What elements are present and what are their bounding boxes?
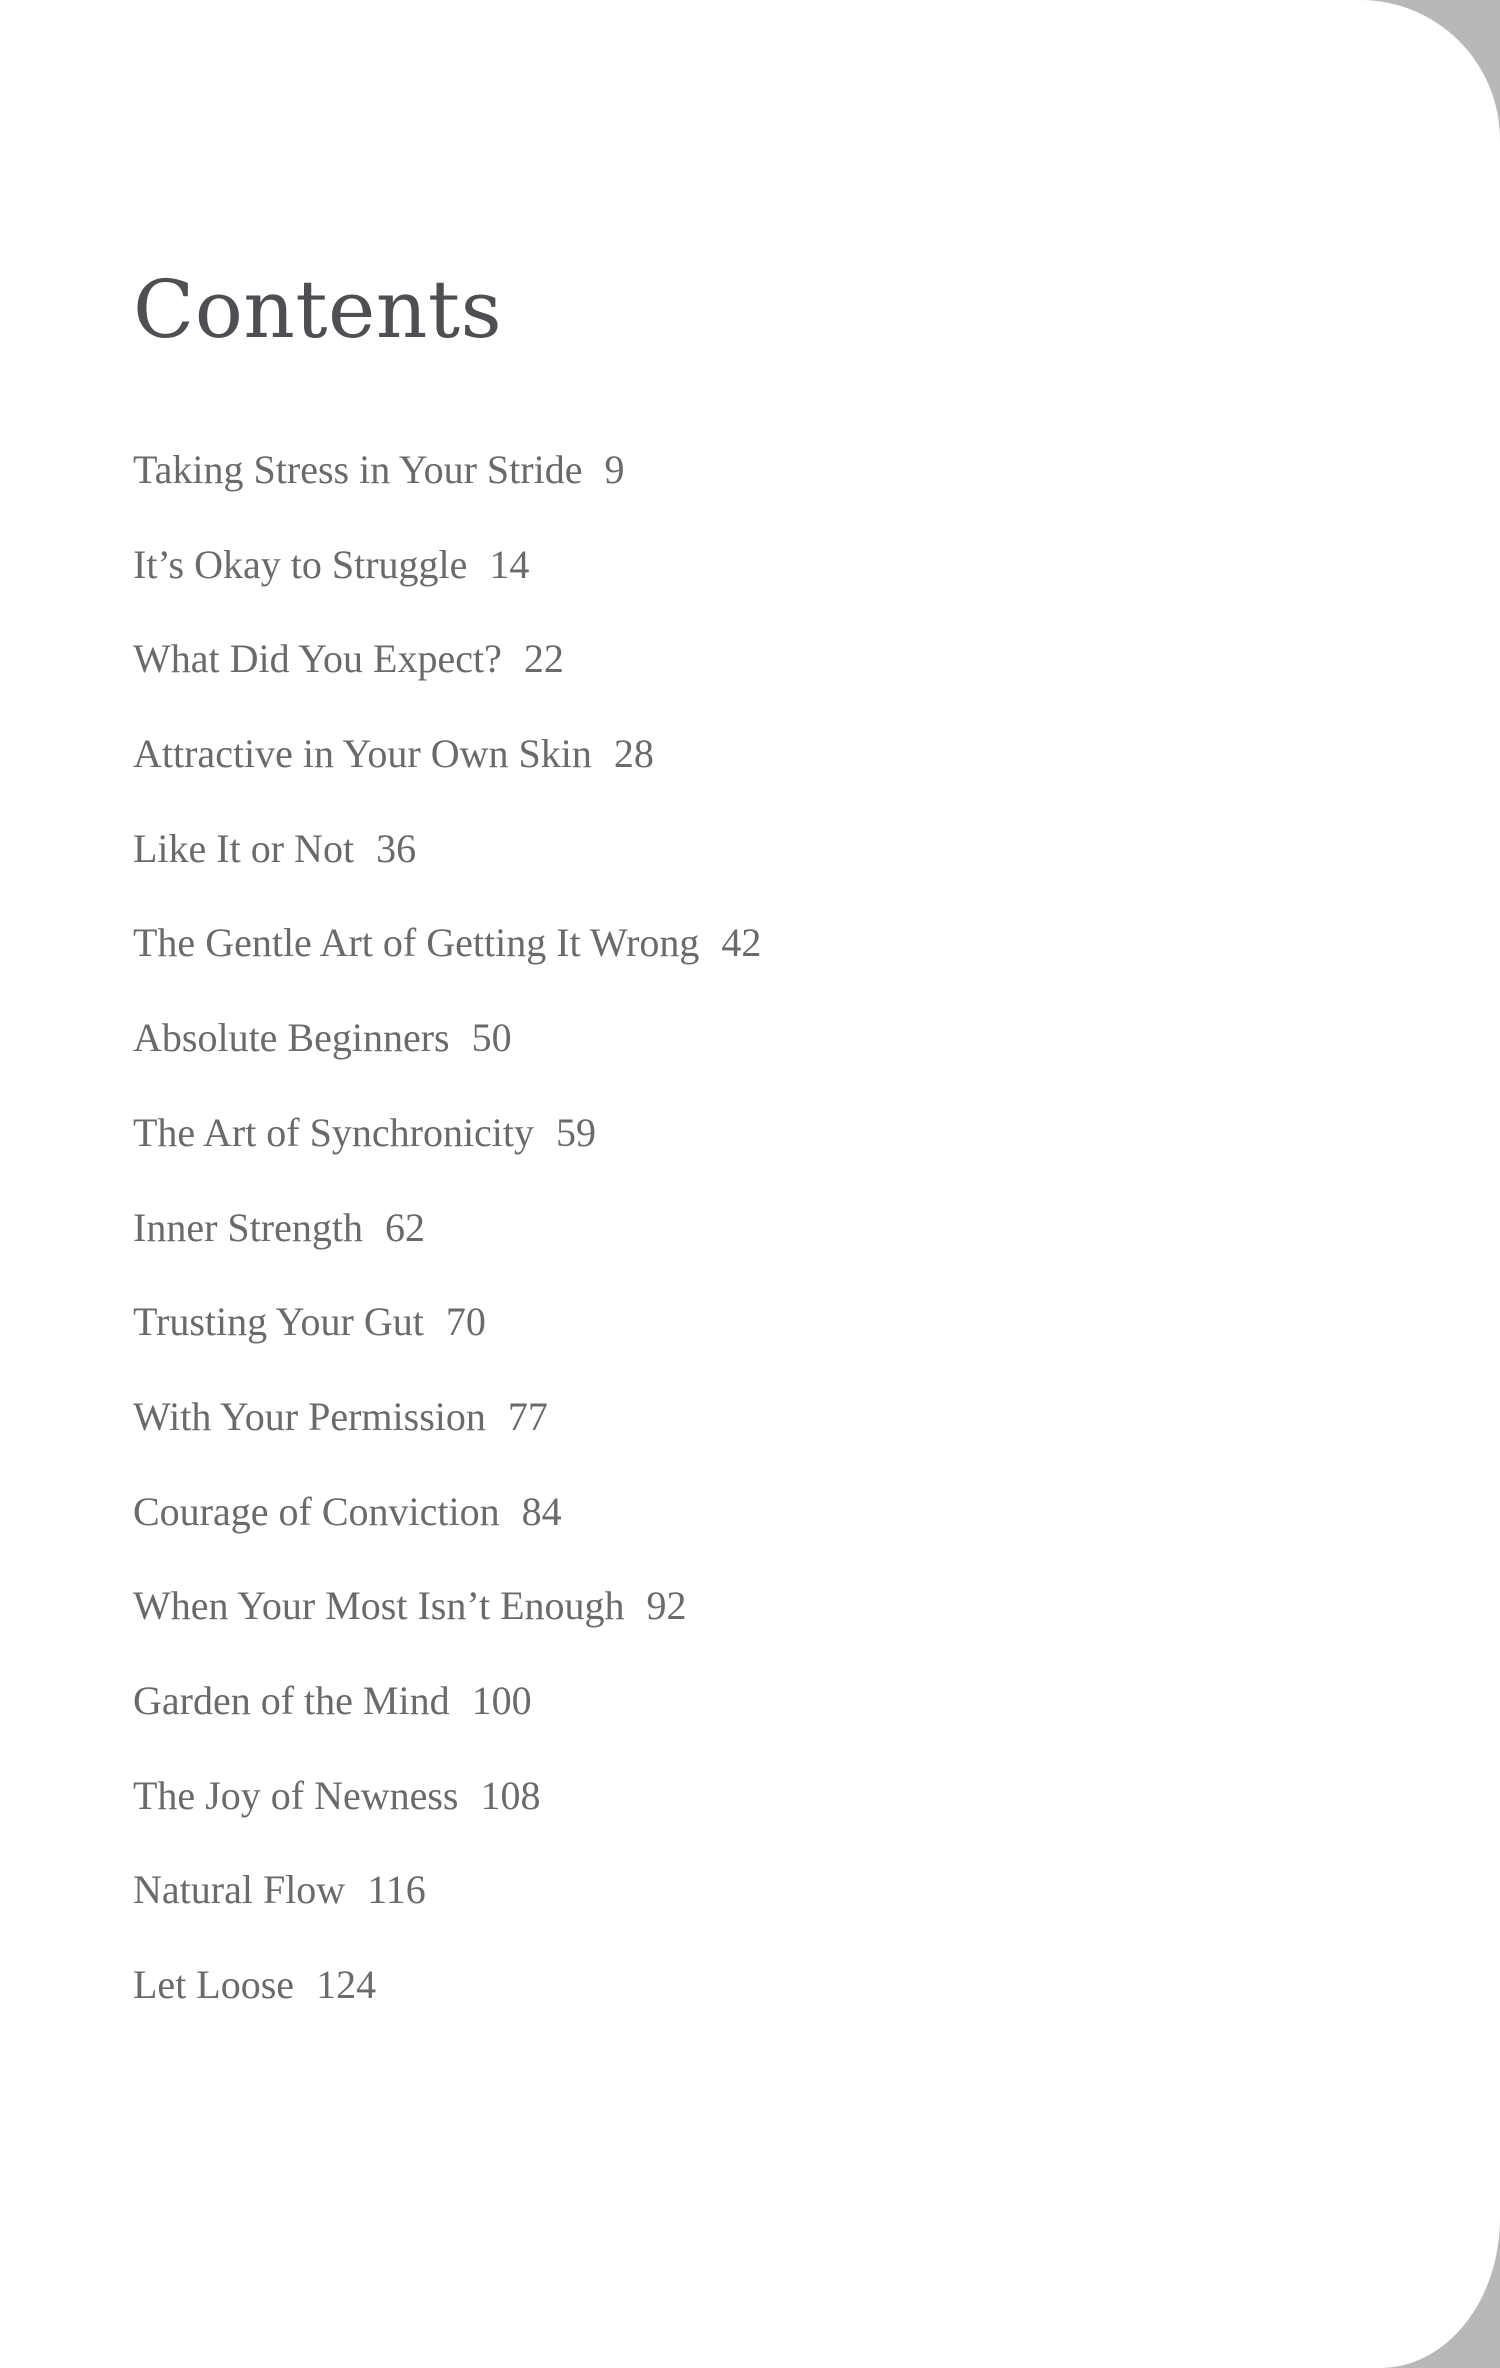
toc-entry xyxy=(133,1671,761,1766)
toc-entry-page: 36 xyxy=(376,825,417,871)
toc-entry-page: 42 xyxy=(721,920,762,966)
toc-entry-title: Attractive in Your Own Skin xyxy=(133,731,592,777)
toc-entry-page: 124 xyxy=(316,1962,377,2007)
toc-entry-title: It’s Okay to Struggle xyxy=(133,541,468,587)
toc-entry xyxy=(133,1955,761,2050)
toc-entry-page: 22 xyxy=(523,636,564,682)
table-of-contents xyxy=(133,440,761,2050)
toc-entry-page: 9 xyxy=(604,447,625,492)
toc-entry xyxy=(133,1008,761,1103)
page-corner-bottom-right xyxy=(1380,2218,1500,2368)
toc-entry-page: 28 xyxy=(613,731,654,777)
toc-entry-title: Trusting Your Gut xyxy=(133,1299,424,1345)
toc-entry-page: 14 xyxy=(489,541,530,587)
toc-entry-page: 84 xyxy=(521,1488,562,1534)
toc-entry-title: With Your Permission xyxy=(133,1393,486,1439)
toc-entry-page: 108 xyxy=(480,1772,541,1818)
toc-entry xyxy=(133,1387,761,1482)
toc-entry xyxy=(133,1860,761,1955)
toc-entry-page: 77 xyxy=(507,1393,548,1439)
toc-entry xyxy=(133,629,761,724)
toc-entry-title: Like It or Not xyxy=(133,825,355,871)
toc-entry-title: The Art of Synchronicity xyxy=(133,1109,535,1155)
toc-entry-title: Absolute Beginners xyxy=(133,1015,450,1061)
toc-entry xyxy=(133,1482,761,1577)
toc-entry xyxy=(133,913,761,1008)
toc-entry-title: Courage of Conviction xyxy=(133,1488,500,1534)
toc-entry-title: The Joy of Newness xyxy=(133,1772,459,1818)
page-corner-top-right xyxy=(1360,0,1500,140)
toc-entry-page: 116 xyxy=(367,1867,426,1913)
toc-entry xyxy=(133,1766,761,1861)
toc-entry-title: The Gentle Art of Getting It Wrong xyxy=(133,920,700,966)
toc-entry-page: 92 xyxy=(646,1583,687,1629)
toc-entry xyxy=(133,535,761,630)
toc-entry-title: Taking Stress in Your Stride xyxy=(133,447,583,492)
toc-entry-title: Natural Flow xyxy=(133,1867,346,1913)
toc-entry-title: Inner Strength xyxy=(133,1204,363,1250)
toc-entry-title: What Did You Expect? xyxy=(133,636,502,682)
toc-entry xyxy=(133,1198,761,1293)
toc-entry xyxy=(133,819,761,914)
toc-entry-title: Garden of the Mind xyxy=(133,1677,450,1723)
toc-entry xyxy=(133,1576,761,1671)
toc-entry-page: 59 xyxy=(556,1109,597,1155)
toc-entry xyxy=(133,440,761,535)
toc-entry-title: When Your Most Isn’t Enough xyxy=(133,1583,625,1629)
toc-entry xyxy=(133,1103,761,1198)
toc-entry xyxy=(133,1292,761,1387)
toc-entry-page: 62 xyxy=(384,1204,425,1250)
toc-entry-page: 70 xyxy=(445,1299,486,1345)
toc-entry-page: 50 xyxy=(471,1015,512,1061)
toc-entry xyxy=(133,724,761,819)
toc-entry-title: Let Loose xyxy=(133,1962,295,2007)
page-title: Contents xyxy=(133,263,503,356)
toc-entry-page: 100 xyxy=(471,1677,532,1723)
